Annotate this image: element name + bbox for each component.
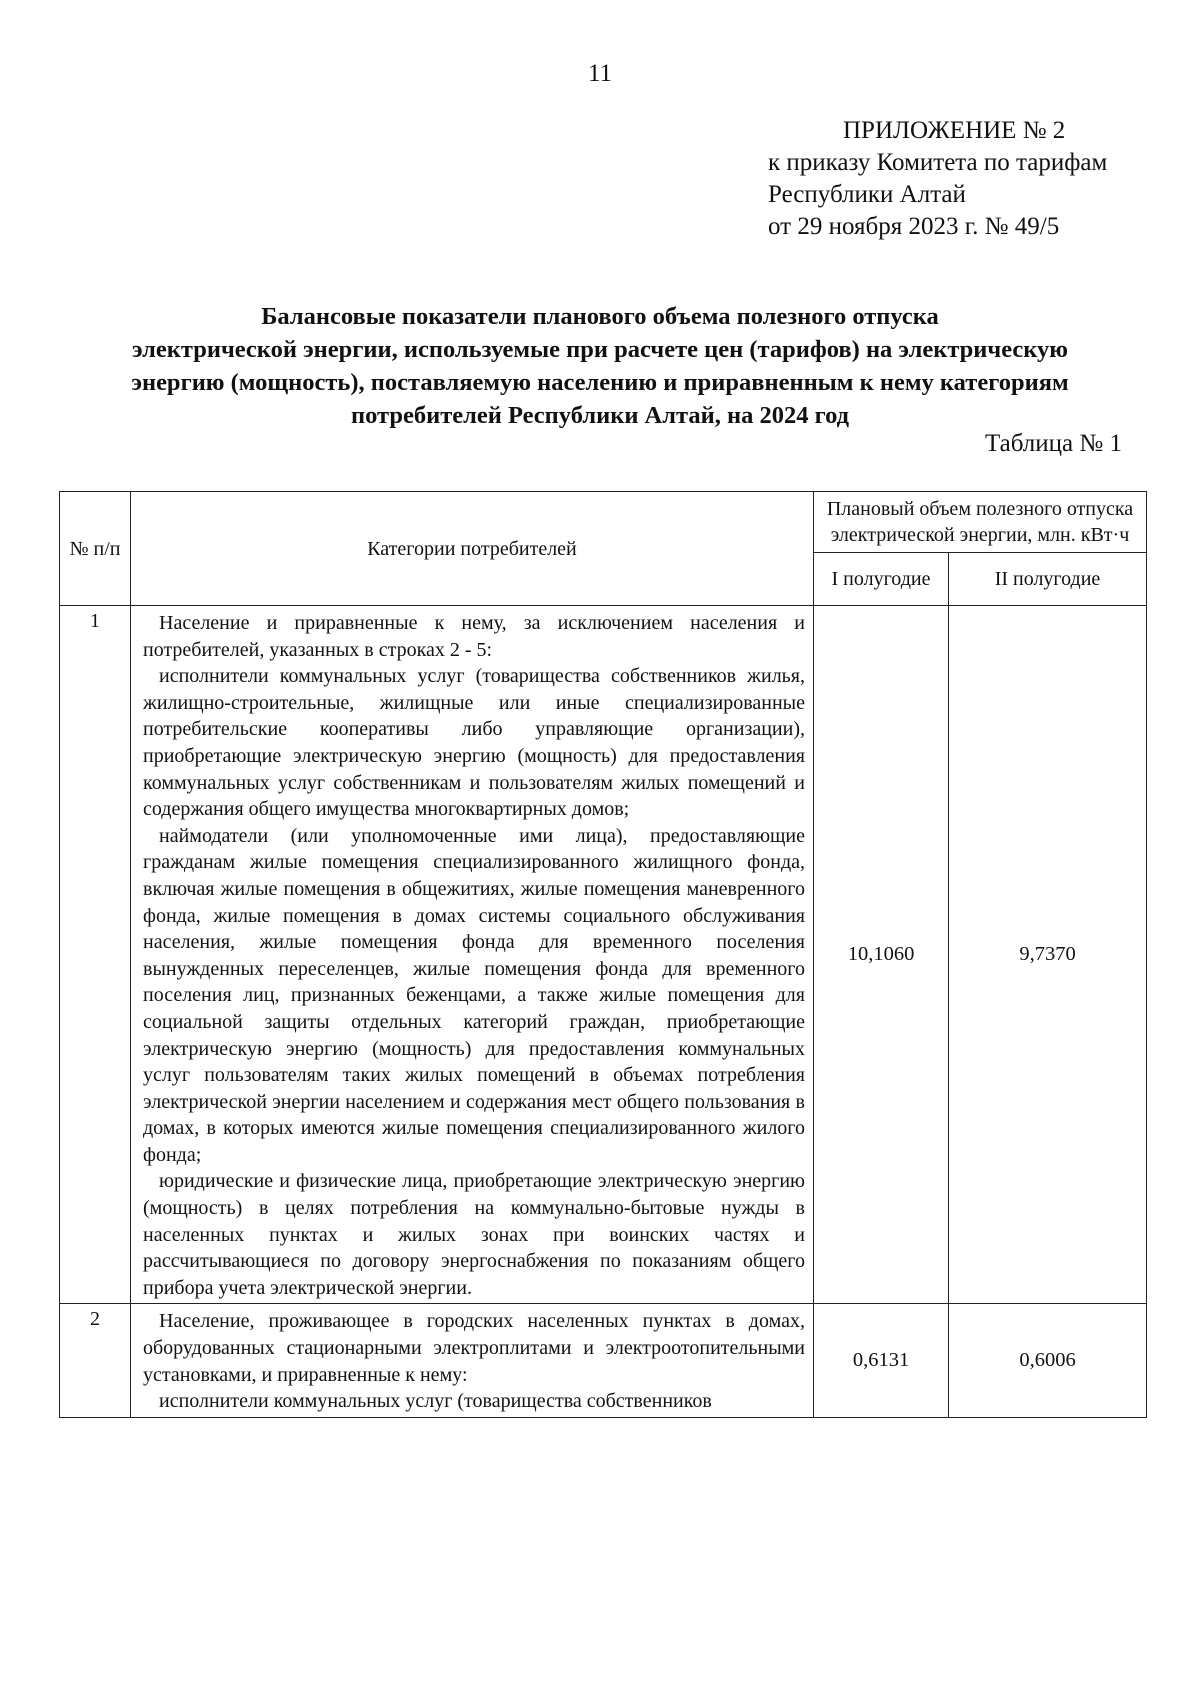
balance-table <box>59 491 1147 1418</box>
table-row <box>60 1304 1147 1417</box>
row-2-half-1: 0,6131 <box>814 1304 949 1417</box>
row-2-half-2: 0,6006 <box>949 1304 1147 1417</box>
row-2-paragraph-1: Население, проживающее в городских населенных пунктах в домах, оборудованных стационарными электроплитами и электроотопительными установками, и приравненные к нему: <box>143 1310 805 1386</box>
appendix-order-line: к приказу Комитета по тарифам <box>768 149 1108 176</box>
row-2-category <box>131 1304 814 1417</box>
title-line-4: потребителей Республики Алтай, на 2024 год <box>350 402 850 429</box>
header-half-2-text: II полугодие <box>994 568 1101 590</box>
header-category: Категории потребителей <box>131 492 814 606</box>
header-volume: Плановый объем полезного отпуска электрической энергии, млн. кВт·ч <box>814 492 1147 553</box>
appendix-date-line: от 29 ноября 2023 г. № 49/5 <box>768 213 1060 240</box>
appendix-region-line: Республики Алтай <box>768 181 966 208</box>
title-line-2: электрической энергии, используемые при расчете цен (тарифов) на электрическую <box>131 336 1068 363</box>
row-1-num: 1 <box>60 606 131 1304</box>
document-title <box>60 300 1140 432</box>
header-half-2 <box>949 553 1147 606</box>
row-1-half-2: 9,7370 <box>949 606 1147 1304</box>
page-number: 11 <box>587 60 613 87</box>
row-1-paragraph-1: Население и приравненные к нему, за исключением населения и потребителей, указанных в строках 2 - 5: <box>143 612 805 661</box>
appendix-heading: ПРИЛОЖЕНИЕ № 2 <box>843 117 1066 144</box>
row-1-category <box>131 606 814 1304</box>
table-label: Таблица № 1 <box>984 430 1122 457</box>
appendix-block <box>768 115 1107 243</box>
row-1-paragraph-4: юридические и физические лица, приобретающие электрическую энергию (мощность) в целях потребления на коммунально-бытовые нужды в населенных пунктах и жилых зонах при воинских частях и рассчитывающиеся по договору энергоснабжения по показаниям общего прибора учета электрической энергии. <box>143 1170 805 1299</box>
row-2-paragraph-2: исполнители коммунальных услуг (товарищества собственников <box>159 1390 712 1413</box>
header-num: № п/п <box>60 492 131 606</box>
row-1-half-1: 10,1060 <box>814 606 949 1304</box>
table-row <box>60 606 1147 1304</box>
header-half-1: I полугодие <box>814 553 949 606</box>
title-line-3: энергию (мощность), поставляемую населению и приравненным к нему категориям <box>131 369 1069 396</box>
row-1-paragraph-2: исполнители коммунальных услуг (товарищества собственников жилья, жилищно-строительные, жилищные или иные специализированные потребительские кооперативы либо управляющие организации), приобретающие электрическую энергию (мощность) для предоставления коммунальных услуг собственникам и пользователям жилых помещений и содержания общего имущества многоквартирных домов; <box>143 665 805 821</box>
row-1-paragraph-3: наймодатели (или уполномоченные ими лица), предоставляющие гражданам жилые помещения специализированного жилищного фонда, включая жилые помещения в общежитиях, жилые помещения маневренного фонда, жилые помещения в домах системы социального обслуживания населения, жилые помещения фонда для временного поселения вынужденных переселенцев, жилые помещения фонда для временного поселения лиц, признанных беженцами, а также жилые помещения для социальной защиты отдельных категорий граждан, приобретающие электрическую энергию (мощность) для предоставления коммунальных услуг пользователям таких жилых помещений в объемах потребления электрической энергии населением и содержания мест общего пользования в домах, в которых имеются жилые помещения специализированного жилого фонда; <box>143 824 805 1166</box>
row-2-num: 2 <box>60 1304 131 1417</box>
title-line-1: Балансовые показатели планового объема полезного отпуска <box>261 303 939 330</box>
